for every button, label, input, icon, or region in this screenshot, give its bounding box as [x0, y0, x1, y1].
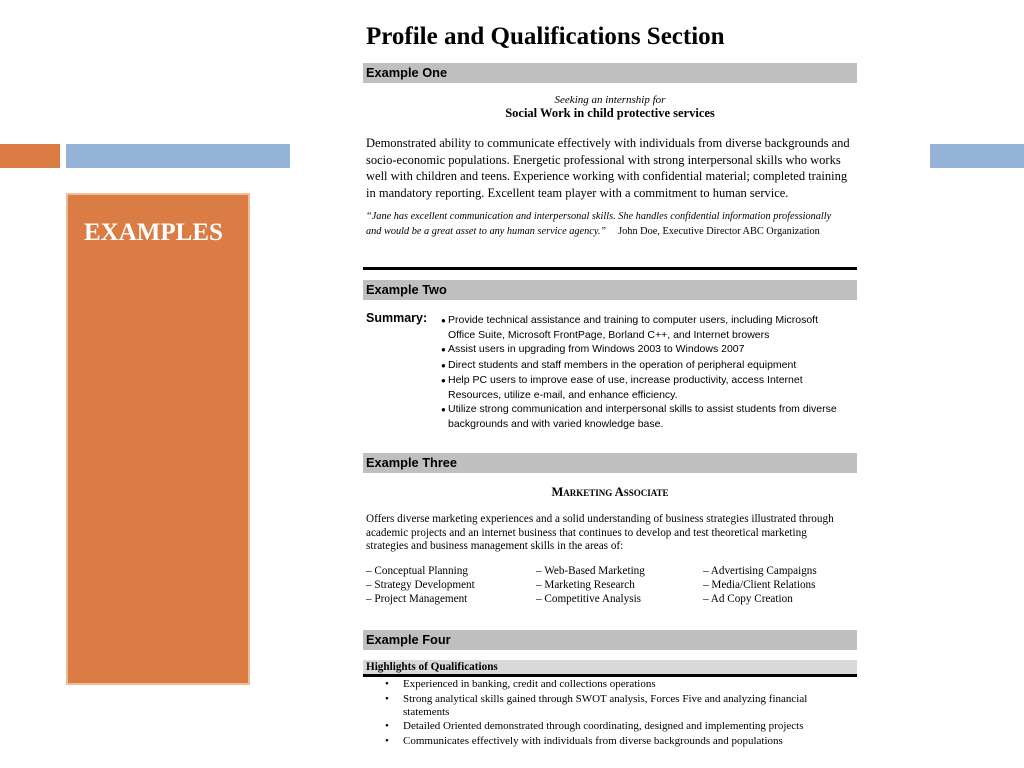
- paragraph-line: Demonstrated ability to communicate effectively with individuals from diverse backgrounds and: [366, 136, 850, 150]
- bullet-icon: ●: [441, 360, 446, 370]
- summary-label: Summary:: [366, 311, 428, 325]
- example-one-header-label: Example One: [366, 65, 448, 80]
- highlights-list: [385, 678, 807, 748]
- skills-column-1: [366, 564, 475, 606]
- list-item-line: backgrounds and with varied knowledge base.: [448, 418, 664, 431]
- skills-column-3: [703, 564, 817, 606]
- list-item-text: Direct students and staff members in the operation of peripheral equipment: [448, 358, 797, 371]
- list-item-text: Provide technical assistance and training to computer users, including Microsoft: [448, 314, 819, 326]
- quote-line: and would be a great asset to any human service agency.”: [366, 226, 607, 237]
- bullet-icon: •: [385, 720, 389, 732]
- paragraph-line: academic projects and an internet business that continues to develop and test theoretical marketing: [366, 526, 807, 539]
- bullet-icon: ●: [441, 405, 446, 415]
- list-item-text: Help PC users to improve ease of use, increase productivity, access Internet: [448, 373, 803, 386]
- bullet-icon: ●: [441, 316, 446, 325]
- example-one-header: [363, 63, 857, 83]
- list-item-line: [441, 313, 837, 328]
- skill-item: – Ad Copy Creation: [703, 593, 793, 605]
- seeking-line: Seeking an internship for: [554, 94, 666, 106]
- list-item-line: statements: [403, 705, 450, 718]
- document-title: Profile and Qualifications Section: [366, 23, 725, 50]
- example-two-header-label: Example Two: [366, 282, 447, 297]
- example-three-header: [363, 453, 857, 473]
- quote-row: [366, 209, 831, 224]
- list-item-text: Assist users in upgrading from Windows 2003 to Windows 2007: [448, 343, 745, 356]
- objective-line: Social Work in child protective services: [505, 106, 715, 120]
- section-title-panel: [66, 193, 250, 685]
- list-item: [385, 693, 807, 719]
- example-two-header: [363, 280, 857, 300]
- list-item-line: [441, 402, 837, 417]
- paragraph-line: in mandatory reporting. Excellent team player with a commitment to human service.: [366, 185, 789, 200]
- job-title: Marketing Associate: [551, 485, 669, 499]
- list-item-line: Experienced in banking, credit and collections operations: [403, 678, 656, 690]
- skill-item: – Competitive Analysis: [536, 593, 642, 605]
- list-item: [441, 342, 837, 357]
- skills-column-2: [536, 564, 645, 606]
- list-item-line: Strong analytical skills gained through SWOT analysis, Forces Five and analyzing financial: [403, 692, 808, 705]
- list-item-line: [441, 342, 837, 357]
- quote-line: “Jane has excellent communication and interpersonal skills. She handles confidential information professionally: [366, 211, 832, 222]
- example-four-header-label: Example Four: [366, 632, 451, 647]
- skill-item: – Strategy Development: [366, 579, 475, 591]
- list-item: [385, 720, 807, 733]
- list-item-line: [441, 373, 837, 388]
- bullet-icon: ●: [441, 375, 446, 385]
- list-item-line: Detailed Oriented demonstrated through coordinating, designed and implementing projects: [403, 720, 804, 732]
- skill-item: – Conceptual Planning: [366, 565, 468, 577]
- list-item-line: Office Suite, Microsoft FrontPage, Borland C++, and Internet browers: [448, 329, 770, 342]
- skill-item: – Web-Based Marketing: [536, 565, 645, 577]
- list-item-line: Communicates effectively with individuals from diverse backgrounds and populations: [403, 734, 783, 747]
- marketing-paragraph: [366, 513, 834, 554]
- skill-item: – Project Management: [366, 593, 468, 605]
- summary-list: [441, 313, 837, 432]
- paragraph-line: well with children and teens. Experience working with confidential material; completed training: [366, 169, 848, 184]
- list-item-text: Utilize strong communication and interpersonal skills to assist students from diverse: [448, 403, 837, 416]
- skill-item: – Marketing Research: [536, 579, 635, 591]
- bullet-icon: ●: [441, 345, 446, 355]
- highlights-header-label: Highlights of Qualifications: [366, 661, 498, 673]
- skill-item: – Media/Client Relations: [703, 579, 816, 591]
- profile-paragraph: [366, 135, 850, 201]
- list-item: [441, 358, 837, 373]
- example-four-header: [363, 630, 857, 650]
- reference-quote: [366, 209, 831, 239]
- bullet-icon: •: [385, 734, 389, 747]
- paragraph-line: strategies and business management skills in the areas of:: [366, 540, 624, 552]
- blue-accent-bar-left: [66, 144, 290, 168]
- list-item: [441, 402, 837, 431]
- section-title: EXAMPLES: [84, 219, 223, 246]
- list-item: [385, 678, 807, 691]
- paragraph-line: socio-economic populations. Energetic professional with strong interpersonal skills who works: [366, 152, 841, 167]
- example-three-header-label: Example Three: [366, 455, 458, 470]
- bullet-icon: •: [385, 678, 389, 690]
- list-item-line: [441, 358, 837, 373]
- list-item: [441, 313, 837, 342]
- skill-item: – Advertising Campaigns: [703, 565, 817, 577]
- section-divider: [363, 267, 857, 270]
- blue-accent-bar-right: [930, 144, 1024, 168]
- highlights-header: [363, 660, 857, 674]
- list-item: [441, 373, 837, 402]
- orange-accent-tab: [0, 144, 60, 168]
- list-item-line: Resources, utilize e-mail, and enhance efficiency.: [448, 389, 678, 402]
- quote-row: [366, 224, 831, 239]
- paragraph-line: Offers diverse marketing experiences and a solid understanding of business strategies illustrated through: [366, 513, 834, 525]
- highlights-rule: [363, 674, 857, 677]
- bullet-icon: •: [385, 692, 389, 705]
- list-item: [385, 735, 807, 748]
- quote-attribution: John Doe, Executive Director ABC Organization: [618, 226, 820, 237]
